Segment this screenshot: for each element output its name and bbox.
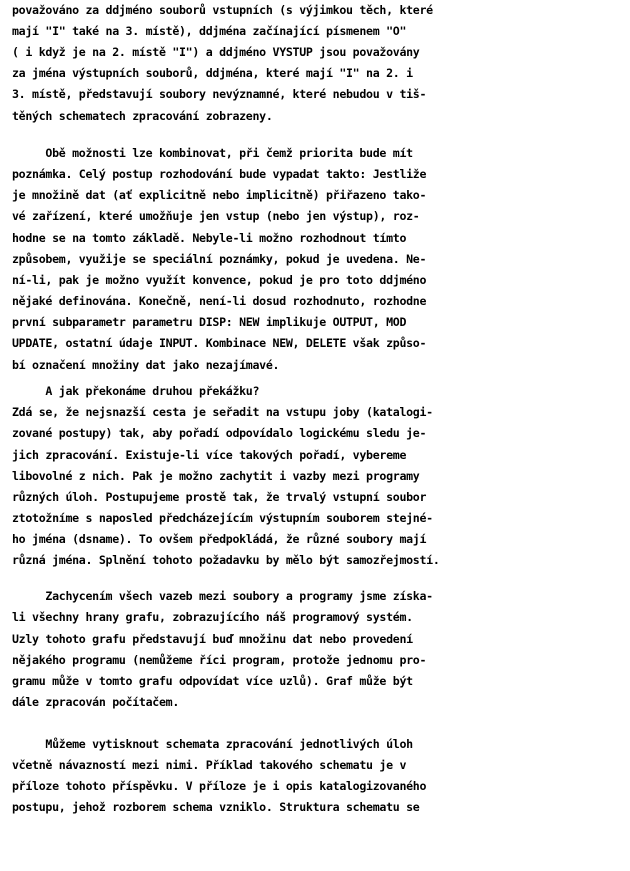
text-line: Zdá se, že nejsnazší cesta je seřadit na vstupu joby (katalogi- — [12, 405, 433, 419]
text-line: bí označení množiny dat jako nezajímavé. — [12, 358, 280, 372]
text-line: způsobem, využije se speciální poznámky, pokud je uvedena. Ne- — [12, 252, 427, 266]
text-line: Obě možnosti lze kombinovat, při čemž priorita bude mít — [12, 146, 413, 160]
text-line: dále zpracován počítačem. — [12, 695, 180, 709]
text-line: různá jména. Splnění tohoto požadavku by mělo být samozřejmostí. — [12, 553, 440, 567]
text-line: vé zařízení, které umožňuje jen vstup (nebo jen výstup), roz- — [12, 209, 420, 223]
text-line: je množině dat (ať explicitně nebo implicitně) přiřazeno tako- — [12, 188, 427, 202]
text-line: ( i když je na 2. místě "I") a ddjméno VYSTUP jsou považovány — [12, 45, 420, 59]
text-line: ní-li, pak je možno využít konvence, pokud je pro toto ddjméno — [12, 273, 427, 287]
text-line: li všechny hrany grafu, zobrazujícího náš programový systém. — [12, 610, 413, 624]
text-line: ztotožníme s naposled předcházejícím výstupním souborem stejné- — [12, 511, 433, 525]
text-line: mají "I" také na 3. místě), ddjména začínající písmenem "O" — [12, 24, 407, 38]
text-line: 3. místě, představují soubory nevýznamné, které nebudou v tiš- — [12, 87, 427, 101]
text-line: libovolné z nich. Pak je možno zachytit i vazby mezi programy — [12, 469, 420, 483]
text-line: A jak překonáme druhou překážku? — [12, 384, 260, 398]
text-line: zované postupy) tak, aby pořadí odpovídalo logickému sledu je- — [12, 426, 427, 440]
text-line: různých úloh. Postupujeme prostě tak, že trvalý vstupní soubor — [12, 490, 427, 504]
text-line: Uzly tohoto grafu představují buď množinu dat nebo provedení — [12, 632, 413, 646]
text-line: za jména výstupních souborů, ddjména, které mají "I" na 2. i — [12, 66, 413, 80]
text-line: Zachycením všech vazeb mezi soubory a programy jsme získa- — [12, 589, 433, 603]
text-line: postupu, jehož rozborem schema vzniklo. Struktura schematu se — [12, 800, 420, 814]
text-line: těných schematech zpracování zobrazeny. — [12, 109, 273, 123]
text-line: první subparametr parametru DISP: NEW implikuje OUTPUT, MOD — [12, 315, 407, 329]
text-line: ho jména (dsname). To ovšem předpokládá, že různé soubory mají — [12, 532, 427, 546]
text-line: jich zpracování. Existuje-li více takových pořadí, vybereme — [12, 448, 407, 462]
text-line: hodne se na tomto základě. Nebyle-li možno rozhodnout tímto — [12, 231, 407, 245]
text-line: nějakého programu (nemůžeme říci program, protože jednomu pro- — [12, 653, 427, 667]
text-line: včetně návazností mezi nimi. Příklad takového schematu je v — [12, 758, 407, 772]
text-line: příloze tohoto příspěvku. V příloze je i opis katalogizovaného — [12, 779, 427, 793]
text-line: považováno za ddjméno souborů vstupních (s výjimkou těch, které — [12, 3, 433, 17]
text-line: poznámka. Celý postup rozhodování bude vypadat takto: Jestliže — [12, 167, 427, 181]
text-line: Můžeme vytisknout schemata zpracování jednotlivých úloh — [12, 737, 413, 751]
text-line: gramu může v tomto grafu odpovídat více uzlů). Graf může být — [12, 674, 413, 688]
text-line: UPDATE, ostatní údaje INPUT. Kombinace NEW, DELETE však způso- — [12, 336, 427, 350]
text-line: nějaké definována. Konečně, není-li dosud rozhodnuto, rozhodne — [12, 294, 427, 308]
